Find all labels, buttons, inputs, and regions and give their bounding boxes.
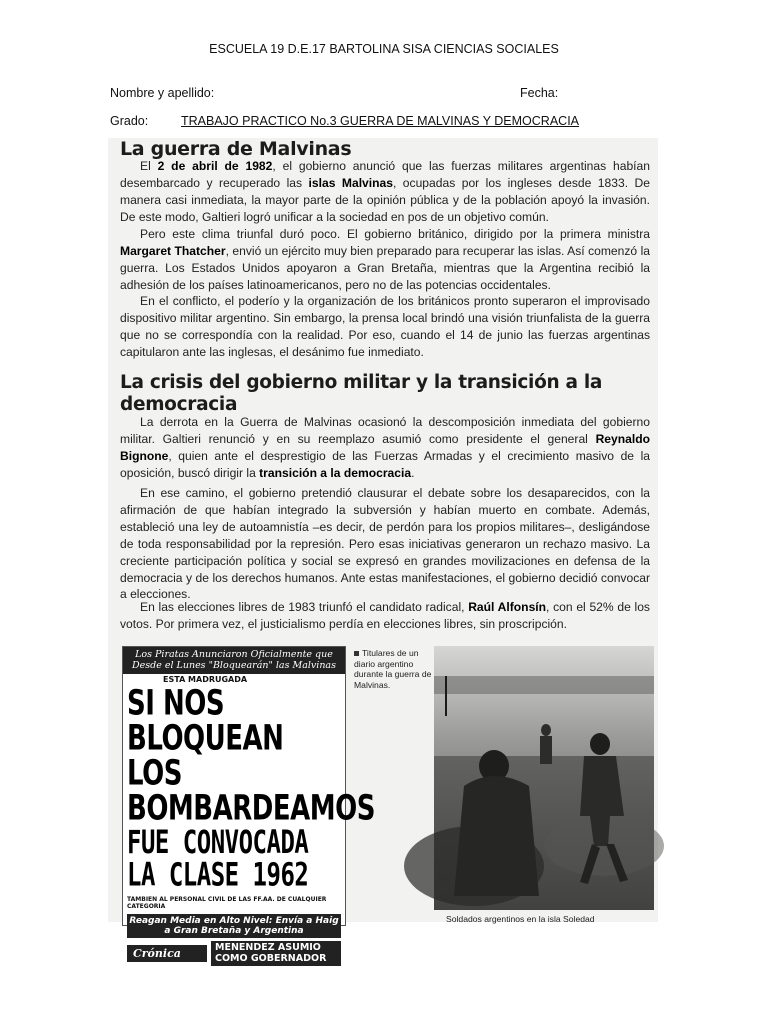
newspaper-headline-2: FUE CONVOCADA LA CLASE 1962: [127, 823, 309, 894]
bullet-square-icon: [354, 651, 359, 656]
paragraph-2: Pero este clima triunfal duró poco. El gobierno británico, dirigido por la primera ministra Margaret Thatcher, envió un ejército muy bien preparado para recuperar las islas. Así comenzó la guerra. Los Estados Unidos apoyaron a Gran Bretaña, mientras que la Argentina recibió la adhesión de los países latinoamericanos, pero no de las potencias occidentales.: [120, 227, 650, 292]
soldiers-photo: [434, 646, 654, 910]
name-label: Nombre y apellido:: [110, 86, 215, 100]
paragraph-6: En las elecciones libres de 1983 triunfó el candidato radical, Raúl Alfonsín, con el 52% de los votos. Por primera vez, el justicialismo perdía en elecciones libres, sin proscripción.: [120, 600, 650, 631]
school-header: ESCUELA 19 D.E.17 BARTOLINA SISA CIENCIAS SOCIALES: [209, 42, 559, 56]
newspaper-caption-text: Titulares de un diario argentino durante la guerra de Malvinas.: [354, 648, 432, 690]
newspaper-logo: Crónica: [127, 945, 207, 962]
newspaper-headline-1: SI NOS BLOQUEAN LOS BOMBARDEAMOS: [127, 683, 375, 830]
paragraph-1: El 2 de abril de 1982, el gobierno anunció que las fuerzas militares argentinas habían desembarcado y recuperado las islas Malvinas, ocupadas por los ingleses desde 1833. De manera casi inmediata, la mayor parte de la opinión pública y de la población apoyó la invasión. De este modo, Galtieri logró unificar a la sociedad en pos de un objetivo común.: [120, 159, 650, 224]
paragraph-3: En el conflicto, el poderío y la organización de los británicos pronto superaron el improvisado dispositivo militar argentino. Sin embargo, la prensa local brindó una visión triunfalista de la guerra que no se correspondía con la realidad. Por eso, cuando el 14 de junio las fuerzas argentinas capitularon ante las inglesas, el desánimo fue inmediato.: [120, 294, 650, 359]
newspaper-caption: [354, 648, 432, 690]
photo-caption: Soldados argentinos en la isla Soledad: [446, 914, 595, 924]
date-label: Fecha:: [520, 86, 559, 100]
newspaper-clipping: [122, 646, 375, 964]
paragraph-5: En ese camino, el gobierno pretendió clausurar el debate sobre los desaparecidos, con la afirmación de que habían integrado la subversión y habían muerto en combate. Además, estableció una ley de autoamnistía –es decir, de perdón para los propios militares–, desligándose de toda responsabilidad por la represión. Pero esas iniciativas generaron un rechazo masivo. La creciente participación política y social se expresó en grandes movilizaciones en defensa de la democracia y de los derechos humanos. Ante estas manifestaciones, el gobierno decidió convocar a elecciones.: [120, 486, 650, 602]
soldiers-photo-image: [434, 646, 654, 910]
newspaper-subheadline: Reagan Media en Alto Nivel: Envía a Haig a Gran Bretaña y Argentina: [127, 914, 341, 938]
scanned-page: [108, 138, 658, 964]
newspaper-small-line: ESTA MADRUGADA: [163, 675, 248, 684]
assignment-title: TRABAJO PRACTICO No.3 GUERRA DE MALVINAS Y DEMOCRACIA: [181, 114, 580, 128]
section-heading-malvinas: La guerra de Malvinas: [120, 138, 352, 160]
paragraph-4: La derrota en la Guerra de Malvinas ocasionó la descomposición inmediata del gobierno militar. Galtieri renunció y en su reemplazo asumió como presidente el general Reynaldo Bignone, quien ante el desprestigio de las Fuerzas Armadas y el crecimiento masivo de la oposición, buscó dirigir la transición a la democracia.: [120, 415, 650, 480]
section-heading-crisis: La crisis del gobierno militar y la transición a la democracia: [120, 372, 603, 415]
grade-label: Grado:: [110, 114, 149, 128]
newspaper-last-headline: MENENDEZ ASUMIO COMO GOBERNADOR: [211, 941, 341, 966]
newspaper-bottom-row: [127, 941, 341, 966]
newspaper-kicker: Los Piratas Anunciaron Oficialmente que Desde el Lunes "Bloquearán" las Malvinas: [123, 647, 345, 674]
newspaper-tiny-line: TAMBIEN AL PERSONAL CIVIL DE LAS FF.AA. DE CUALQUIER CATEGORIA: [127, 896, 327, 910]
